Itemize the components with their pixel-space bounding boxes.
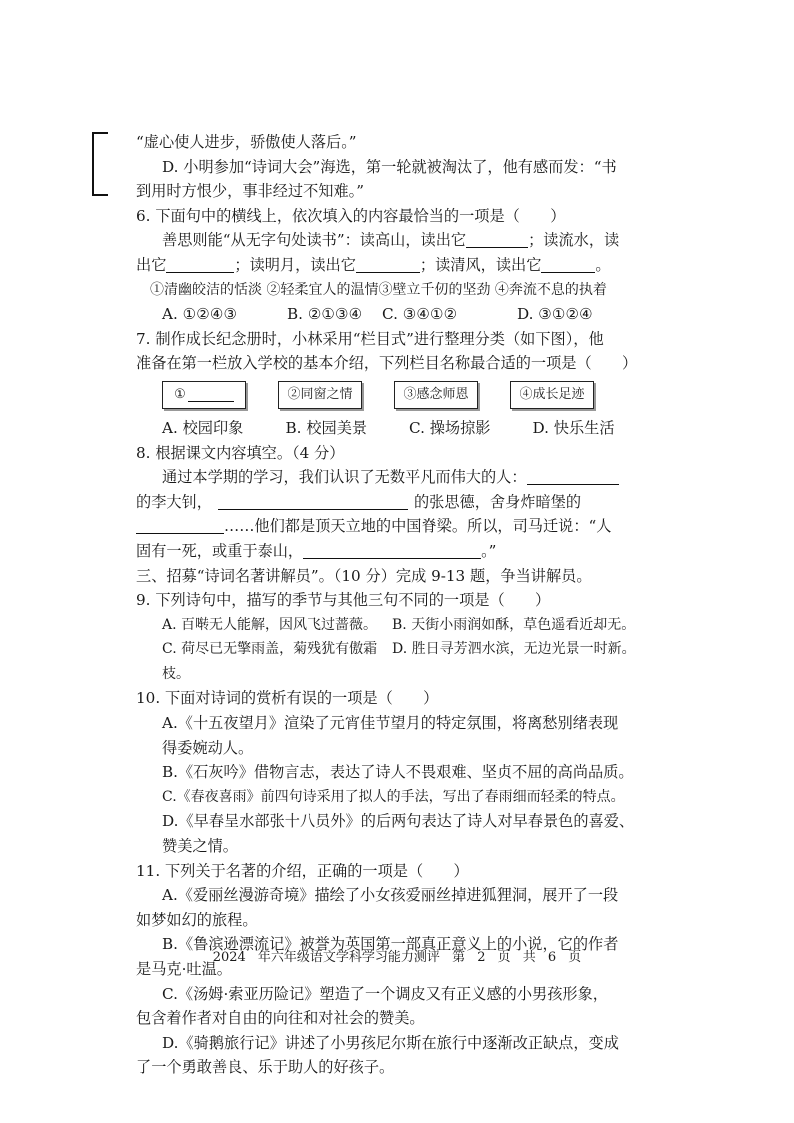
q7-box-2: ②同窗之情	[278, 381, 362, 409]
q7-option-c[interactable]: C. 操场掠影	[409, 418, 491, 437]
q6-blank-2[interactable]	[166, 255, 234, 273]
q9-option-b[interactable]: B. 天街小雨润如酥，草色遥看近却无。	[392, 616, 636, 633]
q11-stem: 11. 下列关于名著的介绍，正确的一项是（ ）	[136, 861, 469, 880]
footer-total-pages: 共 6 页	[522, 950, 582, 965]
q6-sentence-line2: 出它 ；读明月，读出它 ；读清风，读出它 。	[136, 255, 611, 274]
q7-box-3: ③感念师恩	[394, 381, 478, 409]
q6-items: ①清幽皎洁的恬淡 ②轻柔宜人的温情③壁立千仞的坚劲 ④奔流不息的执着	[150, 281, 607, 298]
footer-title: 2024 年六年级语文学科学习能力测评	[212, 950, 440, 965]
q10-option-b[interactable]: B.《石灰吟》借物言志，表达了诗人不畏艰难、坚贞不屈的高尚品质。	[162, 763, 634, 782]
q6-option-c[interactable]: C. ③④①②	[382, 305, 458, 324]
q8-line1: 通过本学期的学习，我们认识了无数平凡而伟大的人：	[136, 465, 656, 490]
q6-option-b[interactable]: B. ②①③④	[287, 305, 363, 324]
q6-option-a[interactable]: A. ①②④③	[162, 305, 238, 324]
q5-quote-line: “虚心使人进步，骄傲使人落后。”	[136, 133, 357, 151]
q8-blank-1[interactable]	[527, 467, 619, 485]
q11-option-b-line1[interactable]: B.《鲁滨逊漂流记》被誉为英国第一部真正意义上的小说，它的作者	[162, 935, 619, 954]
q11-option-a-line2: 如梦如幻的旅程。	[136, 910, 258, 929]
q7-box-4: ④成长足迹	[510, 381, 594, 409]
q9-options-row1	[136, 613, 656, 638]
q7-column-boxes	[136, 381, 656, 409]
q10-option-c[interactable]: C.《春夜喜雨》前四句诗采用了拟人的手法，写出了春雨细而轻柔的特点。	[162, 788, 625, 805]
q6-blank-3[interactable]	[356, 255, 420, 273]
q10-option-a-line1[interactable]: A.《十五夜望月》渲染了元宵佳节望月的特定氛围，将离愁别绪表现	[162, 714, 619, 733]
q11-option-a-line1[interactable]: A.《爱丽丝漫游奇境》描绘了小女孩爱丽丝掉进狐狸洞，展开了一段	[162, 886, 619, 905]
q11-option-c-line2: 包含着作者对自由的向往和对社会的赞美。	[136, 1009, 425, 1028]
q9-option-a[interactable]: A. 百啭无人能解，因风飞过蔷薇。	[162, 616, 378, 633]
section-3-heading: 三、招募“诗词名著讲解员”。（10 分）完成 9-13 题，争当讲解员。	[136, 566, 592, 585]
q7-options	[136, 416, 656, 441]
q8-stem: 8. 根据课文内容填空。（4 分）	[136, 443, 345, 462]
footer-page-number: 第 2 页	[452, 950, 511, 965]
q7-option-d[interactable]: D. 快乐生活	[532, 418, 615, 437]
q8-blank-3[interactable]	[136, 516, 224, 534]
exam-content	[136, 130, 656, 1080]
q6-options	[136, 302, 656, 327]
q7-option-b[interactable]: B. 校园美景	[285, 418, 368, 437]
q11-option-d-line1[interactable]: D.《骑鹅旅行记》讲述了小男孩尼尔斯在旅行中逐渐改正缺点，变成	[162, 1033, 619, 1052]
q8-blank-2[interactable]	[218, 492, 408, 510]
q6-blank-1[interactable]	[466, 230, 528, 248]
margin-bracket	[92, 132, 108, 196]
q6-sentence-line1: 善思则能“从无字句处读书”：读高山，读出它 ；读流水，读	[162, 231, 620, 250]
q11-option-d-line2: 了一个勇敢善良、乐于助人的好孩子。	[136, 1058, 395, 1077]
q7-box-1-blank[interactable]	[188, 388, 234, 402]
q11-option-c-line1[interactable]: C.《汤姆·索亚历险记》塑造了一个调皮又有正义感的小男孩形象，	[162, 984, 608, 1003]
q10-option-d-line2: 赞美之情。	[162, 837, 238, 856]
q8-line3: ……他们都是顶天立地的中国脊梁。所以，司马迁说：“人	[136, 514, 656, 539]
q7-stem-line2: 准备在第一栏放入学校的基本介绍，下列栏目名称最合适的一项是（ ）	[136, 354, 638, 373]
q6-blank-4[interactable]	[541, 255, 595, 273]
q5-option-d-line1: D. 小明参加“诗词大会”海选，第一轮就被淘汰了，他有感而发：“书	[162, 157, 617, 176]
page-footer	[0, 946, 794, 965]
q8-blank-4[interactable]	[303, 541, 481, 559]
q8-line2: 的李大钊， 的张思德，舍身炸暗堡的	[136, 492, 581, 511]
q6-stem: 6. 下面句中的横线上，依次填入的内容最恰当的一项是（ ）	[136, 206, 566, 225]
q8-line4: 固有一死，或重于泰山， 。”	[136, 541, 497, 560]
q9-option-c[interactable]: C. 荷尽已无擎雨盖，菊残犹有傲霜枝。	[162, 641, 378, 682]
q7-option-a[interactable]: A. 校园印象	[162, 418, 244, 437]
q10-option-a-line2: 得委婉动人。	[162, 738, 254, 757]
q9-options-row2	[136, 637, 656, 686]
q6-option-d[interactable]: D. ③①②④	[517, 305, 593, 324]
q9-option-d[interactable]: D. 胜日寻芳泗水滨，无边光景一时新。	[392, 641, 636, 658]
q9-stem: 9. 下列诗句中，描写的季节与其他三句不同的一项是（ ）	[136, 591, 551, 610]
q7-stem-line1: 7. 制作成长纪念册时，小林采用“栏目式”进行整理分类（如下图），他	[136, 329, 604, 348]
q11-option-b-line2: 是马克·吐温。	[136, 960, 232, 978]
q5-option-d-line2: 到用时方恨少，事非经过不知难。”	[136, 182, 364, 201]
q7-box-1: ①	[162, 381, 246, 409]
q10-option-d-line1[interactable]: D.《早春呈水部张十八员外》的后两句表达了诗人对早春景色的喜爱、	[162, 812, 635, 831]
q10-stem: 10. 下面对诗词的赏析有误的一项是（ ）	[136, 689, 439, 708]
